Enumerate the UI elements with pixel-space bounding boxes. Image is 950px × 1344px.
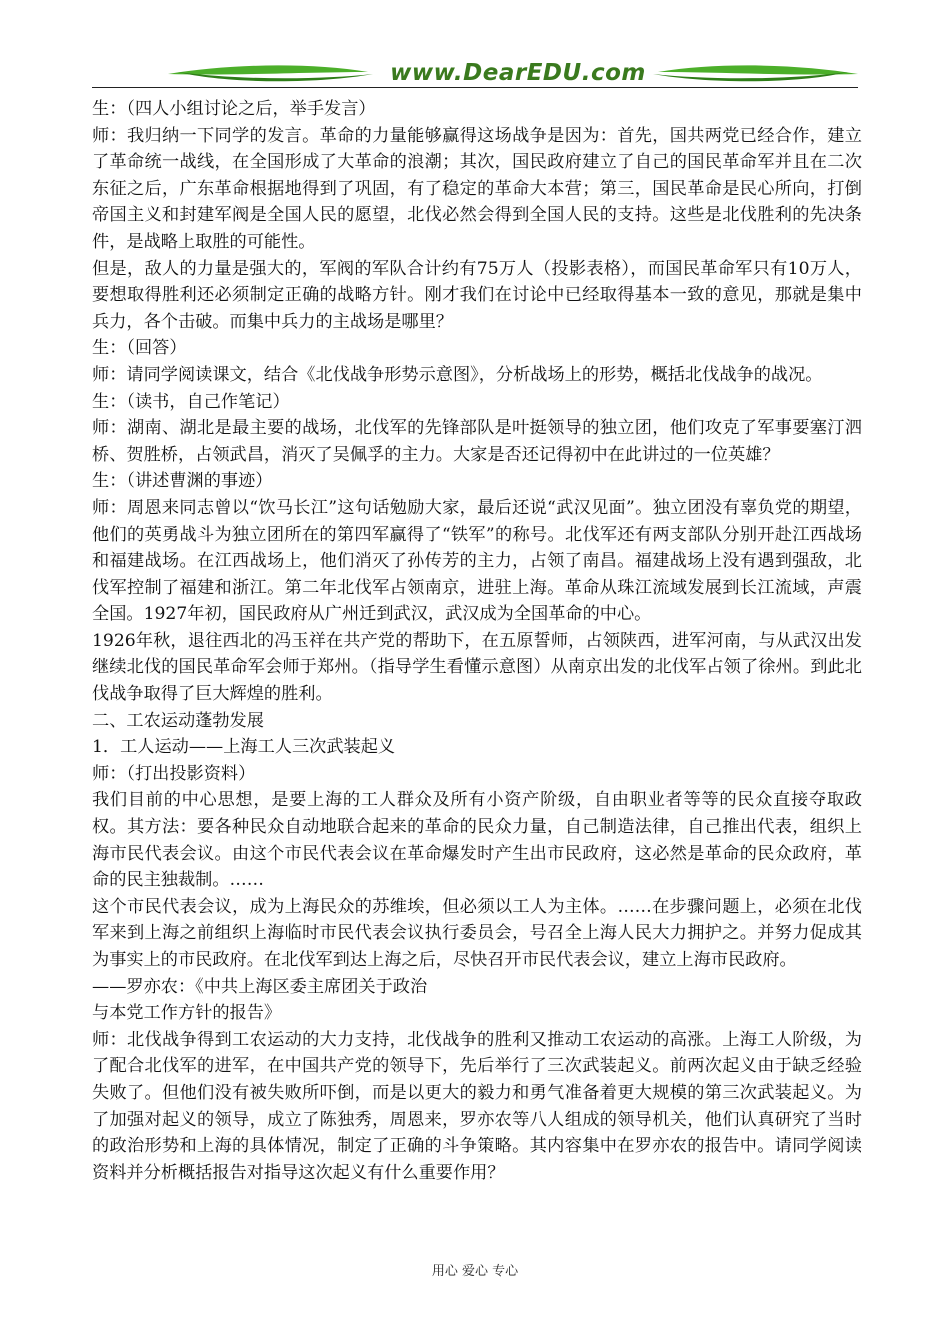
- quote-paragraph: 这个市民代表会议，成为上海民众的苏维埃，但必须以工人为主体。……在步骤问题上，必须在北伐军来到上海之前组织上海临时市民代表会议执行委员会，号召全上海人民大力拥护之。并努力促成其为事实上的市民政府。在北伐军到达上海之后，尽快召开市民代表会议，建立上海市民政府。: [92, 896, 862, 970]
- quote-source: ——罗亦农：《中共上海区委主席团关于政治: [92, 976, 428, 997]
- subsection-heading: 1．工人运动——上海工人三次武装起义: [92, 737, 396, 758]
- paragraph: 师：请同学阅读课文，结合《北伐战争形势示意图》，分析战场上的形势，概括北伐战争的战况。: [92, 364, 823, 385]
- paragraph: 师：周恩来同志曾以“饮马长江”这句话勉励大家，最后还说“武汉见面”。独立团没有辜负党的期望，他们的英勇战斗为独立团所在的第四军赢得了“铁军”的称号。北伐军还有两支部队分别开赴江西战场和福建战场。在江西战场上，他们消灭了孙传芳的主力，占领了南昌。福建战场上没有遇到强敌，北伐军控制了福建和浙江。第二年北伐军占领南京，进驻上海。革命从珠江流域发展到长江流域，声震全国。1927年初，国民政府从广州迁到武汉，武汉成为全国革命的中心。: [92, 497, 862, 625]
- site-header: [168, 58, 858, 90]
- header-divider: [92, 87, 858, 88]
- paragraph: 师：（打出投影资料）: [92, 763, 256, 784]
- paragraph: 1926年秋，退往西北的冯玉祥在共产党的帮助下，在五原誓师，占领陕西，进军河南，与从武汉出发继续北伐的国民革命军会师于郑州。（指导学生看懂示意图）从南京出发的北伐军占领了徐州。到此北伐战争取得了巨大辉煌的胜利。: [92, 630, 862, 705]
- paragraph: 生：（回答）: [92, 338, 187, 359]
- quote-paragraph: 我们目前的中心思想，是要上海的工人群众及所有小资产阶级，自由职业者等等的民众直接夺取政权。其方法：要各种民众自动地联合起来的革命的民众力量，自己制造法律，自己推出代表，组织上海市民代表会议。由这个市民代表会议在革命爆发时产生出市民政府，这必然是革命的民众政府，革命的民主独裁制。……: [92, 790, 862, 891]
- paragraph: 师：我归纳一下同学的发言。革命的力量能够赢得这场战争是因为：首先，国共两党已经合作，建立了革命统一战线，在全国形成了大革命的浪潮；其次，国民政府建立了自己的国民革命军并且在二次东征之后，广东革命根据地得到了巩固，有了稳定的革命大本营；第三，国民革命是民心所向，打倒帝国主义和封建军阀是全国人民的愿望，北伐必然会得到全国人民的支持。这些是北伐胜利的先决条件，是战略上取胜的可能性。: [92, 125, 862, 252]
- main-content: [92, 96, 862, 1186]
- paragraph: 生：（四人小组讨论之后，举手发言）: [92, 99, 376, 119]
- paragraph: 师：湖南、湖北是最主要的战场，北伐军的先锋部队是叶挺领导的独立团，他们攻克了军事要塞汀泗桥、贺胜桥，占领武昌，消灭了吴佩孚的主力。大家是否还记得初中在此讲过的一位英雄？: [92, 418, 862, 465]
- quote-source: 与本党工作方针的报告》: [92, 1003, 282, 1024]
- site-logo[interactable]: www.DearEDU.com: [390, 60, 646, 86]
- paragraph: 生：（讲述曹渊的事迹）: [92, 471, 273, 492]
- page-footer: 用心 爱心 专心: [431, 1264, 519, 1279]
- paragraph: 生：（读书，自己作笔记）: [92, 391, 290, 412]
- paragraph: 师：北伐战争得到工农运动的大力支持，北伐战争的胜利又推动工农运动的高涨。上海工人阶级，为了配合北伐军的进军，在中国共产党的领导下，先后举行了三次武装起义。前两次起义由于缺乏经验失败了。但他们没有被失败所吓倒，而是以更大的毅力和勇气准备着更大规模的第三次武装起义。为了加强对起义的领导，成立了陈独秀，周恩来，罗亦农等八人组成的领导机关，他们认真研究了当时的政治形势和上海的具体情况，制定了正确的斗争策略。其内容集中在罗亦农的报告中。请同学阅读资料并分析概括报告对指导这次起义有什么重要作用？: [92, 1029, 862, 1183]
- paragraph: 但是，敌人的力量是强大的，军阀的军队合计约有75万人（投影表格），而国民革命军只有10万人，要想取得胜利还必须制定正确的战略方针。刚才我们在讨论中已经取得基本一致的意见，那就是集中兵力，各个击破。而集中兵力的主战场是哪里？: [92, 258, 862, 332]
- section-heading: 二、工农运动蓬勃发展: [92, 710, 264, 731]
